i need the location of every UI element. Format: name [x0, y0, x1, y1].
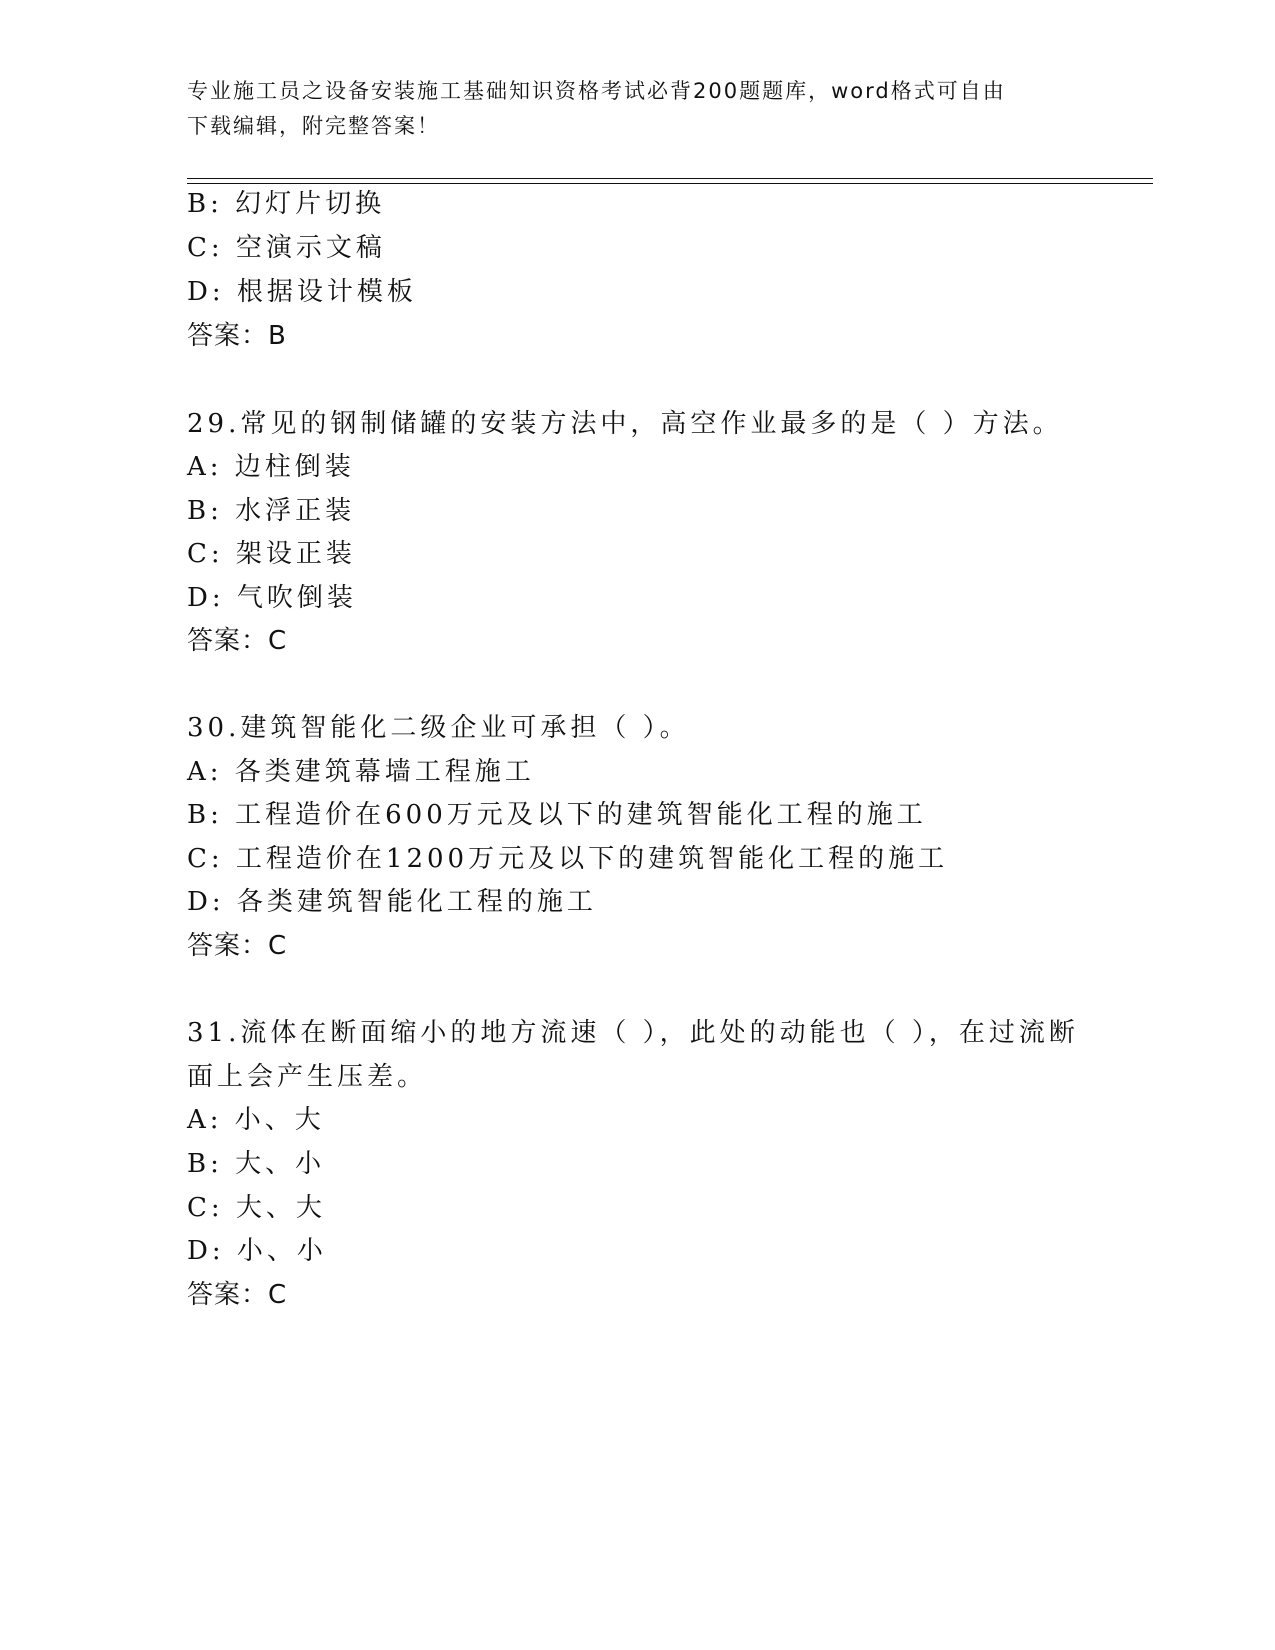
q29-stem: 29.常见的钢制储罐的安装方法中，高空作业最多的是（ ）方法。 [187, 409, 1063, 439]
header-line-1: 专业施工员之设备安装施工基础知识资格考试必背200题题库，word格式可自由 [187, 79, 1006, 103]
q31-stem-line-1: 31.流体在断面缩小的地方流速（ ），此处的动能也（ ），在过流断 [187, 1018, 1079, 1048]
q31-option-b: B: 大、小 [187, 1149, 326, 1179]
q29-option-a: A: 边柱倒装 [187, 452, 355, 482]
q30-stem: 30.建筑智能化二级企业可承担（ ）。 [187, 713, 690, 743]
q30-option-a: A: 各类建筑幕墙工程施工 [187, 757, 535, 787]
q31-answer: 答案：C [187, 1280, 288, 1310]
q28-answer: 答案：B [187, 321, 287, 351]
q31-option-d: D: 小、小 [187, 1236, 327, 1266]
q31-option-a: A: 小、大 [187, 1105, 325, 1135]
q29-option-d: D: 气吹倒装 [187, 583, 357, 613]
page-header [187, 74, 1067, 144]
q29-option-c: C: 架设正装 [187, 539, 356, 569]
q28-option-d: D: 根据设计模板 [187, 277, 417, 307]
q30-option-b: B: 工程造价在600万元及以下的建筑智能化工程的施工 [187, 800, 927, 830]
q29-answer: 答案：C [187, 626, 288, 656]
q30-option-d: D: 各类建筑智能化工程的施工 [187, 887, 597, 917]
q31-stem-line-2: 面上会产生压差。 [187, 1062, 428, 1092]
header-line-2: 下载编辑，附完整答案！ [187, 114, 440, 138]
q28-option-c: C: 空演示文稿 [187, 233, 386, 263]
q28-option-b: B: 幻灯片切换 [187, 189, 386, 219]
q30-option-c: C: 工程造价在1200万元及以下的建筑智能化工程的施工 [187, 844, 949, 874]
header-rule-bottom [187, 183, 1153, 184]
q29-option-b: B: 水浮正装 [187, 496, 356, 526]
q30-answer: 答案：C [187, 931, 288, 961]
header-rule-top [187, 178, 1153, 179]
q31-option-c: C: 大、大 [187, 1193, 326, 1223]
